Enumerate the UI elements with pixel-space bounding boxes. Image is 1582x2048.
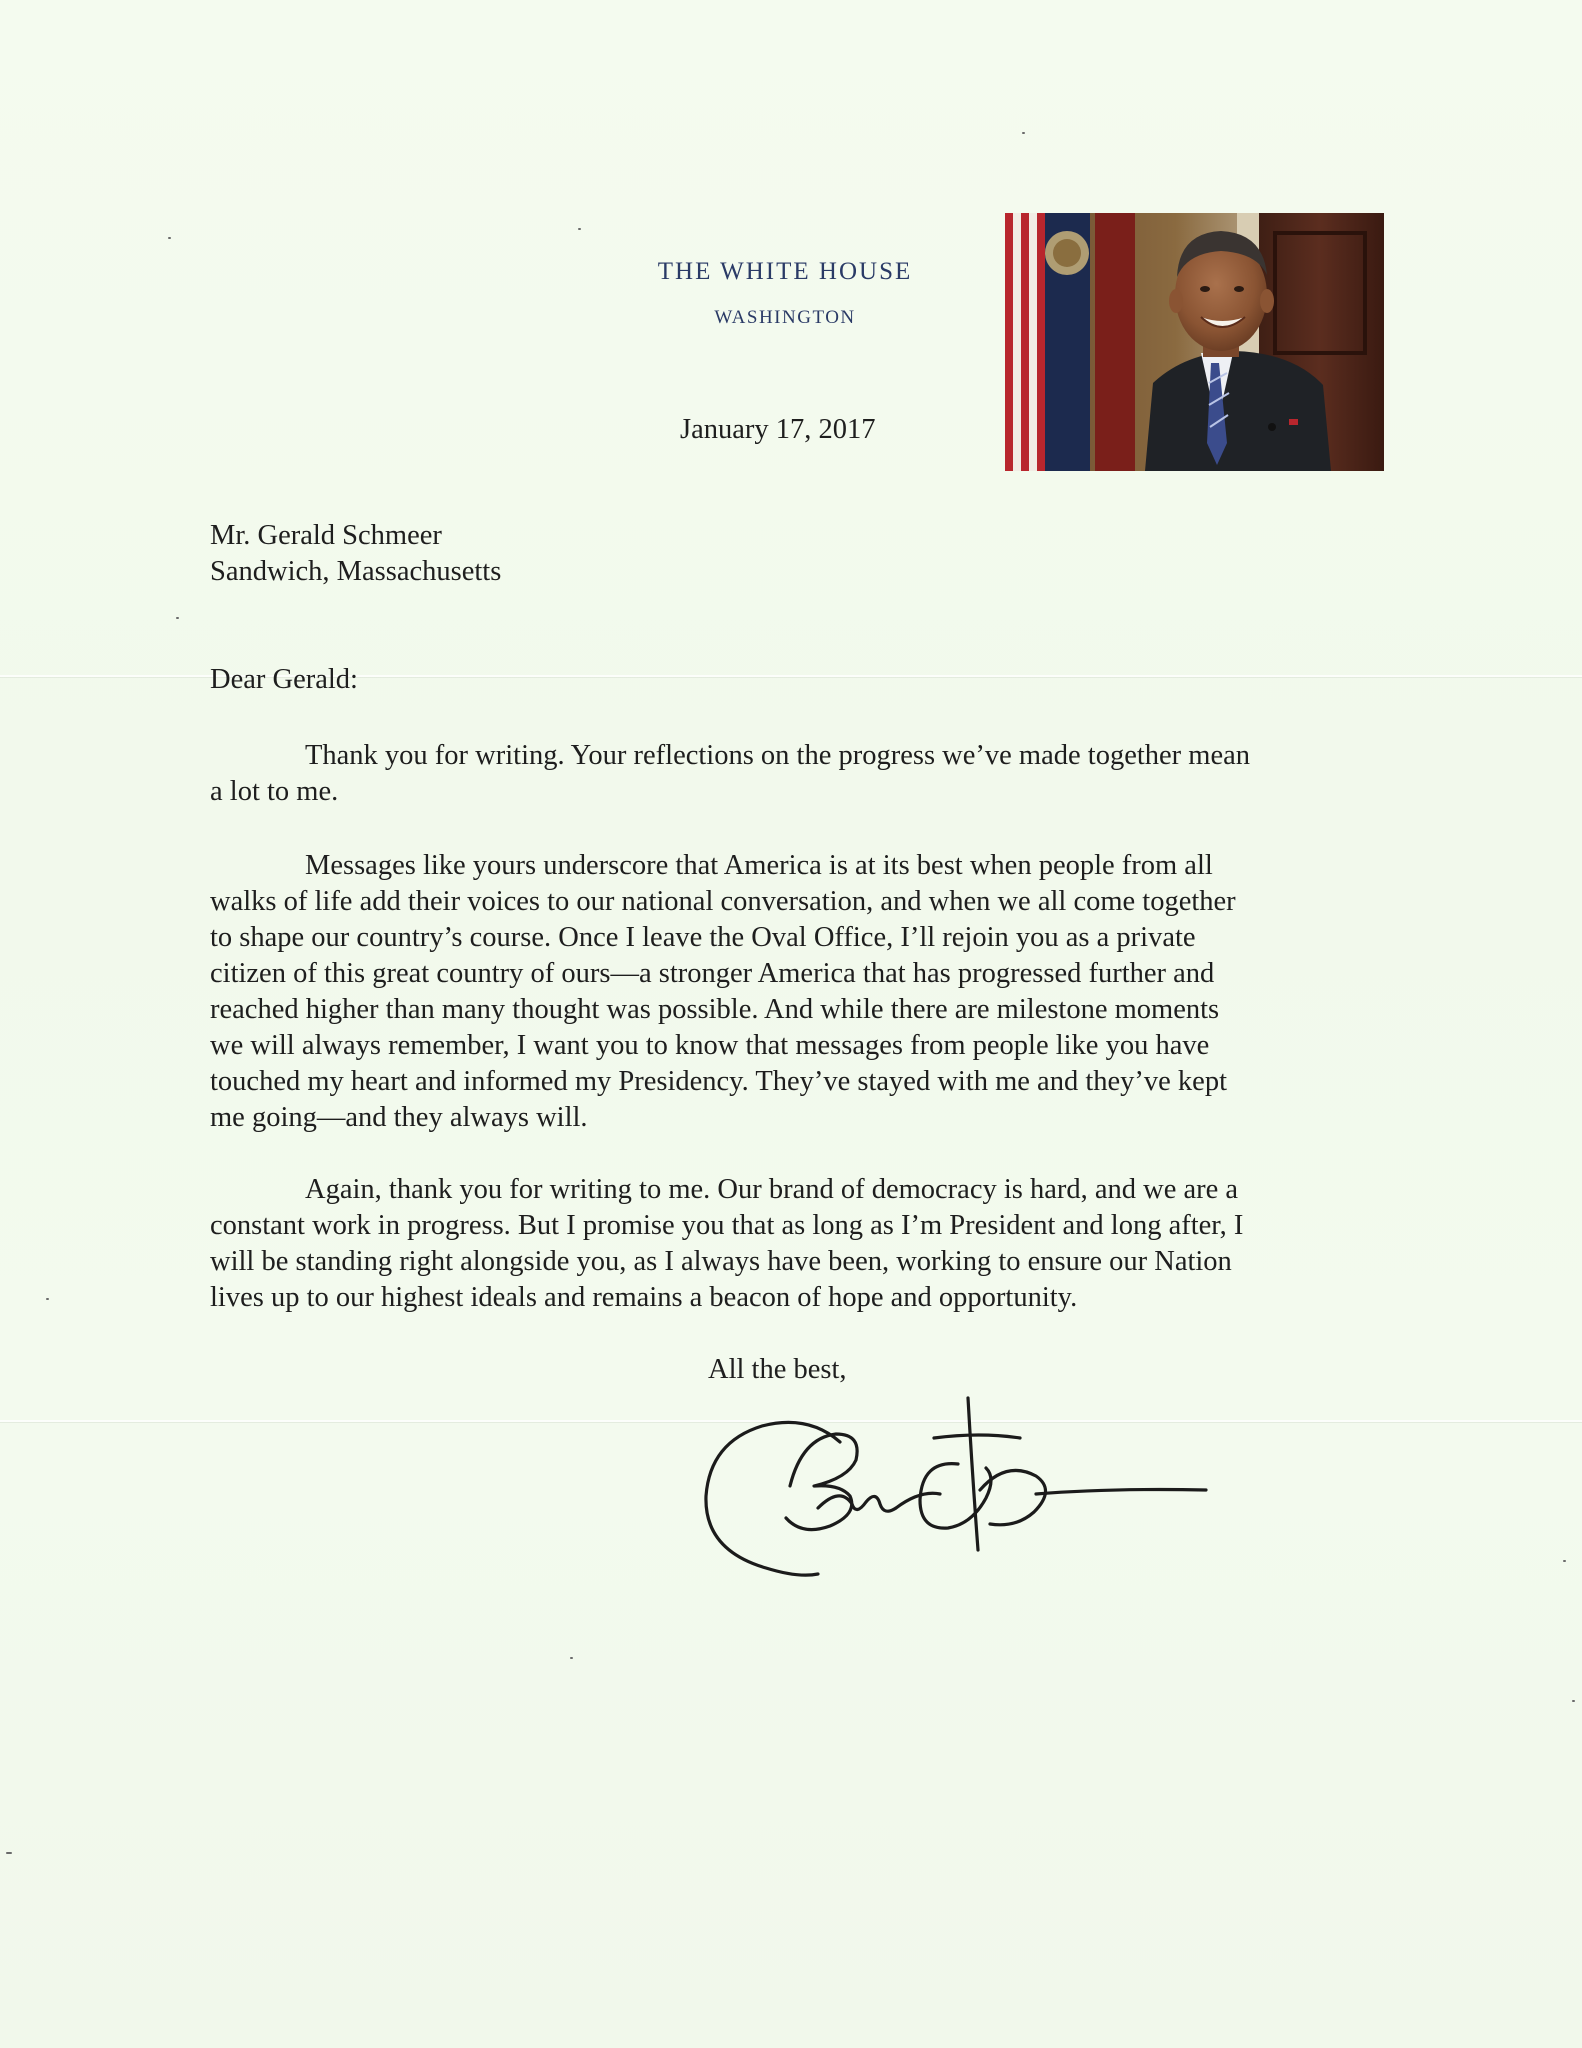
portrait-photo: [1005, 213, 1384, 471]
body-line: constant work in progress. But I promise you that as long as I’m President and long after, I: [210, 1210, 1244, 1241]
paper-speck: [6, 1852, 12, 1854]
paper-speck: [570, 1657, 573, 1659]
body-line: Messages like yours underscore that America is at its best when people from all: [305, 850, 1213, 881]
body-line: citizen of this great country of ours—a stronger America that has progressed further and: [210, 958, 1215, 989]
body-line: touched my heart and informed my Presidency. They’ve stayed with me and they’ve kept: [210, 1066, 1227, 1097]
body-line: walks of life add their voices to our national conversation, and when we all come together: [210, 886, 1236, 917]
recipient-name: Mr. Gerald Schmeer: [210, 520, 442, 551]
letterhead-subtitle: WASHINGTON: [714, 307, 856, 328]
body-paragraph-1: [210, 738, 1250, 810]
body-line: lives up to our highest ideals and remains a beacon of hope and opportunity.: [210, 1282, 1078, 1313]
paper-speck: [1572, 1700, 1575, 1702]
paper-speck: [1563, 1560, 1566, 1562]
paper-speck: [46, 1298, 49, 1300]
closing: All the best,: [708, 1354, 847, 1385]
letterhead-title: THE WHITE HOUSE: [657, 258, 913, 285]
body-line: me going—and they always will.: [210, 1102, 588, 1133]
recipient-location: Sandwich, Massachusetts: [210, 556, 502, 587]
body-line: a lot to me.: [210, 776, 339, 807]
paper-speck: [168, 237, 171, 239]
body-line: to shape our country’s course. Once I leave the Oval Office, I’ll rejoin you as a private: [210, 922, 1196, 953]
salutation: Dear Gerald:: [210, 664, 358, 695]
paper-speck: [578, 228, 581, 230]
paper-speck: [176, 617, 179, 619]
body-line: will be standing right alongside you, as I always have been, working to ensure our Nation: [210, 1246, 1232, 1277]
body-line: Again, thank you for writing to me. Our brand of democracy is hard, and we are a: [305, 1174, 1239, 1205]
letter-date: January 17, 2017: [680, 414, 876, 445]
paper-speck: [1022, 132, 1025, 134]
body-paragraph-2: [210, 848, 1236, 1136]
body-line: Thank you for writing. Your reflections on the progress we’ve made together mean: [305, 740, 1250, 771]
handwritten-signature: [690, 1390, 1210, 1590]
body-line: we will always remember, I want you to know that messages from people like you have: [210, 1030, 1210, 1061]
body-line: reached higher than many thought was possible. And while there are milestone moments: [210, 994, 1220, 1025]
body-paragraph-3: [210, 1172, 1243, 1316]
